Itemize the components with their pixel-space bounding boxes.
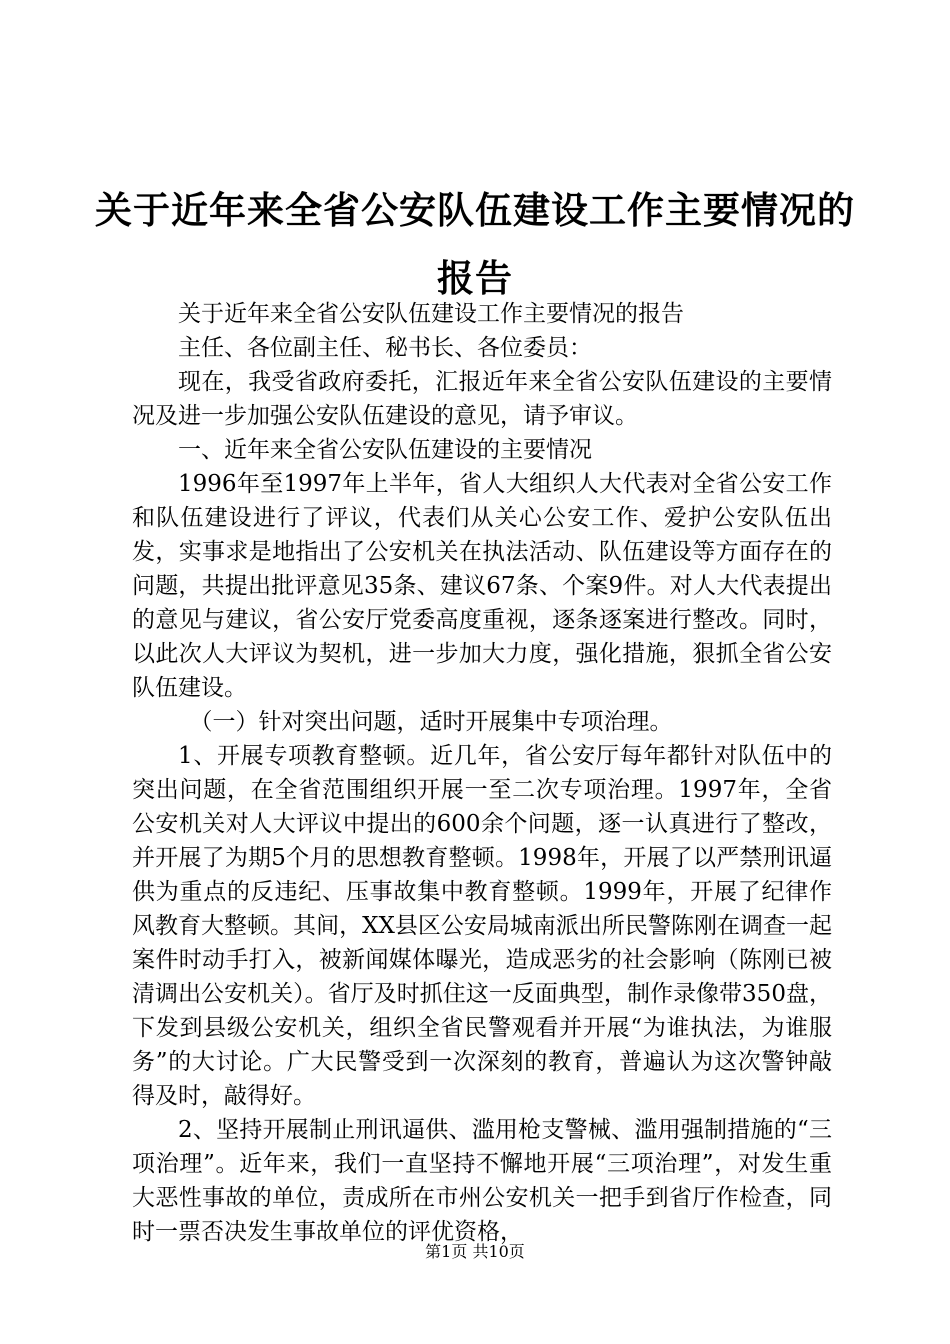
body-paragraph: 1996年至1997年上半年，省人大组织人大代表对全省公安工作和队伍建设进行了评议，代表们从关心公安工作、爱护公安队伍出发，实事求是地指出了公安机关在执法活动、队伍建设等方面存在的问题，共提出批评意见35条、建议67条、个案9件。对人大代表提出的意见与建议，省公安厅党委高度重视，逐条逐案进行整改。同时，以此次人大评议为契机，进一步加大力度，强化措施，狠抓全省公安队伍建设。 <box>132 471 832 701</box>
subsection-heading: （一）针对突出问题，适时开展集中专项治理。 <box>189 709 673 735</box>
title-line-2: 报告 <box>437 256 513 300</box>
title-line-1: 关于近年来全省公安队伍建设工作主要情况的 <box>95 188 855 232</box>
page-number-footer: 第1页 共10页 <box>425 1242 525 1261</box>
body-paragraph: 关于近年来全省公安队伍建设工作主要情况的报告 <box>178 301 684 327</box>
section-heading: 一、近年来全省公安队伍建设的主要情况 <box>178 437 592 463</box>
body-paragraph: 主任、各位副主任、秘书长、各位委员： <box>178 335 592 361</box>
document-title <box>60 176 890 312</box>
body-paragraph: 2、坚持开展制止刑讯逼供、滥用枪支警械、滥用强制措施的“三项治理”。近年来，我们一直坚持不懈地开展“三项治理”，对发生重大恶性事故的单位，责成所在市州公安机关一把手到省厅作检查，同时一票否决发生事故单位的评优资格， <box>132 1117 832 1245</box>
body-paragraph: 现在，我受省政府委托，汇报近年来全省公安队伍建设的主要情况及进一步加强公安队伍建设的意见，请予审议。 <box>132 369 832 429</box>
document-body <box>132 297 832 1249</box>
body-paragraph: 1、开展专项教育整顿。近几年，省公安厅每年都针对队伍中的突出问题，在全省范围组织开展一至二次专项治理。1997年，全省公安机关对人大评议中提出的600余个问题，逐一认真进行了整改，并开展了为期5个月的思想教育整顿。1998年，开展了以严禁刑讯逼供为重点的反违纪、压事故集中教育整顿。1999年，开展了纪律作风教育大整顿。其间，XX县区公安局城南派出所民警陈刚在调查一起案件时动手打入，被新闻媒体曝光，造成恶劣的社会影响（陈刚已被清调出公安机关）。省厅及时抓住这一反面典型，制作录像带350盘，下发到县级公安机关，组织全省民警观看并开展“为谁执法，为谁服务”的大讨论。广大民警受到一次深刻的教育，普遍认为这次警钟敲得及时，敲得好。 <box>132 743 832 1109</box>
